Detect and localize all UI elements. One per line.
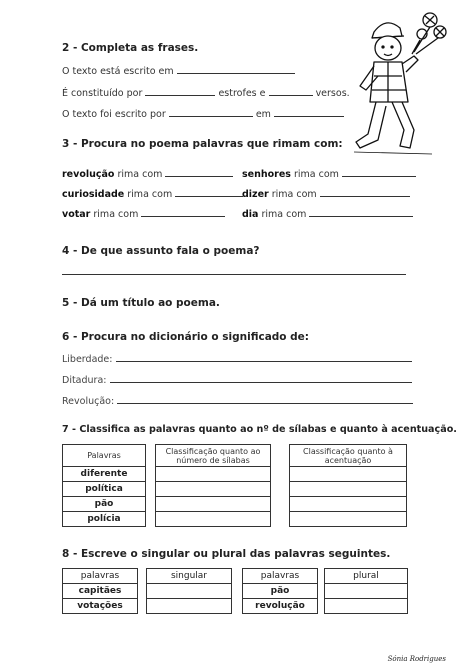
q8-word-cell: pão	[243, 584, 318, 599]
q8-header-words: palavras	[243, 569, 318, 584]
q8-word-cell: capitães	[63, 584, 138, 599]
q3-title: 3 - Procura no poema palavras que rimam com:	[62, 138, 343, 150]
q3-blank[interactable]	[165, 168, 233, 177]
q3-word: senhores	[242, 169, 291, 180]
q7-answer-cell[interactable]	[290, 467, 407, 482]
q7-answer-cell[interactable]	[156, 467, 271, 482]
q6-word: Ditadura:	[62, 375, 107, 386]
boy-with-carnations-drawing	[352, 6, 452, 166]
q6-row-3	[62, 395, 413, 407]
q3-blank[interactable]	[320, 188, 410, 197]
q8-header-singular: singular	[147, 569, 232, 584]
q2-line2-blank-b[interactable]	[269, 87, 313, 96]
q7-word-cell: política	[63, 482, 146, 497]
q2-line2-text-c: versos.	[315, 88, 350, 99]
q6-row-1	[62, 353, 412, 365]
q5-title: 5 - Dá um título ao poema.	[62, 297, 220, 309]
q2-line3-text-a: O texto foi escrito por	[62, 109, 166, 120]
q6-blank[interactable]	[117, 395, 413, 404]
q8-title: 8 - Escreve o singular ou plural das palavras seguintes.	[62, 548, 391, 560]
q3-word: revolução	[62, 169, 115, 180]
q6-blank[interactable]	[116, 353, 412, 362]
q6-title: 6 - Procura no dicionário o significado de:	[62, 331, 310, 343]
q8-answer-cell[interactable]	[147, 599, 232, 614]
q7-word-cell: diferente	[63, 467, 146, 482]
q2-line2	[62, 87, 350, 99]
q7-answer-cell[interactable]	[290, 512, 407, 527]
q2-line2-text-b: estrofes e	[218, 88, 266, 99]
q3-connector: rima com	[261, 209, 307, 220]
q7-word-cell: pão	[63, 497, 146, 512]
q2-line3-text-b: em	[255, 109, 271, 120]
q8-word-cell: votações	[63, 599, 138, 614]
q7-answer-cell[interactable]	[290, 482, 407, 497]
q3-row-3-right	[242, 208, 413, 220]
q2-line2-text-a: É constituído por	[62, 88, 143, 99]
q3-blank[interactable]	[175, 188, 243, 197]
q2-line1	[62, 65, 295, 77]
q3-row-1-right	[242, 168, 416, 180]
q8-header-plural: plural	[325, 569, 408, 584]
q4-title: 4 - De que assunto fala o poema?	[62, 245, 260, 257]
q8-table-1	[62, 568, 138, 614]
q2-line1-text: O texto está escrito em	[62, 66, 174, 77]
q7-word-cell: polícia	[63, 512, 146, 527]
q3-blank[interactable]	[309, 208, 413, 217]
q8-header-words: palavras	[63, 569, 138, 584]
q3-blank[interactable]	[342, 168, 416, 177]
q6-word: Revolução:	[62, 396, 115, 407]
q6-row-2	[62, 374, 412, 386]
q3-word: curiosidade	[62, 189, 125, 200]
q7-table-words	[62, 444, 146, 527]
q8-table-2	[146, 568, 232, 614]
q7-header-words: Palavras	[63, 445, 146, 467]
q3-connector: rima com	[271, 189, 317, 200]
q2-title: 2 - Completa as frases.	[62, 42, 199, 54]
q8-table-3	[242, 568, 318, 614]
q3-connector: rima com	[127, 189, 173, 200]
author-signature: Sónia Rodrigues	[387, 655, 446, 663]
q2-line2-blank-a[interactable]	[145, 87, 215, 96]
q7-table-accent	[289, 444, 407, 527]
q2-line1-blank[interactable]	[177, 65, 295, 74]
q4-answer-line[interactable]	[62, 274, 406, 275]
q2-line3-blank-a[interactable]	[169, 108, 253, 117]
q3-row-2-left	[62, 188, 243, 200]
q8-table-4	[324, 568, 408, 614]
q6-blank[interactable]	[110, 374, 412, 383]
q7-header-syllables: Classificação quanto ao número de sílabas	[156, 445, 271, 467]
q3-word: dizer	[242, 189, 269, 200]
q3-row-1-left	[62, 168, 233, 180]
q8-answer-cell[interactable]	[325, 584, 408, 599]
q8-word-cell: revolução	[243, 599, 318, 614]
q3-word: dia	[242, 209, 259, 220]
q2-line3	[62, 108, 344, 120]
q7-header-accent: Classificação quanto à acentuação	[290, 445, 407, 467]
q7-title: 7 - Classifica as palavras quanto ao nº de sílabas e quanto à acentuação.	[62, 424, 457, 435]
q6-word: Liberdade:	[62, 354, 113, 365]
q7-table-syllables	[155, 444, 271, 527]
q3-word: votar	[62, 209, 91, 220]
q7-answer-cell[interactable]	[156, 482, 271, 497]
q7-answer-cell[interactable]	[156, 497, 271, 512]
q3-connector: rima com	[117, 169, 163, 180]
q3-connector: rima com	[93, 209, 139, 220]
q8-answer-cell[interactable]	[325, 599, 408, 614]
q2-line3-blank-b[interactable]	[274, 108, 344, 117]
q7-answer-cell[interactable]	[156, 512, 271, 527]
q7-answer-cell[interactable]	[290, 497, 407, 512]
q8-answer-cell[interactable]	[147, 584, 232, 599]
q3-blank[interactable]	[141, 208, 225, 217]
q3-row-2-right	[242, 188, 410, 200]
q3-connector: rima com	[293, 169, 339, 180]
q3-row-3-left	[62, 208, 225, 220]
